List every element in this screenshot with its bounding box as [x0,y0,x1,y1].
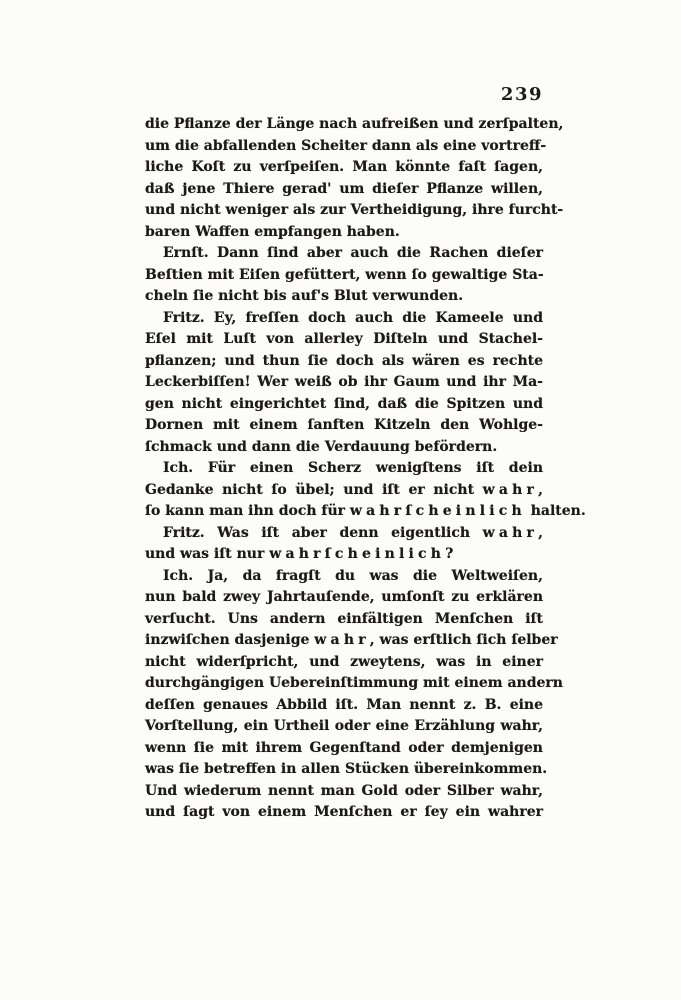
text-line [145,587,543,609]
text-segment: baren Waffen empfangen haben. [145,223,400,240]
text-segment: inzwiſchen dasjenige [145,632,315,648]
text-line [145,415,543,437]
text-segment: , [538,524,543,541]
text-segment: verſucht. Uns andern einfältigen Menſchen iſt [145,610,543,627]
text-segment: gen nicht eingerichtet ſind, daß die Spitzen und [145,395,543,412]
text-line [145,114,564,136]
letterspaced-emphasis-word: wahrſcheinlich [269,546,446,562]
text-line [145,222,543,244]
text-line [145,630,558,652]
text-line [145,286,543,308]
text-line [145,501,586,523]
text-line [145,437,543,459]
text-line [145,265,543,287]
text-segment: Eſel mit Luſt von allerley Diſteln und Stachel- [145,331,543,347]
text-segment: Vorſtellung, ein Urtheil oder eine Erzählung wahr, [145,718,543,734]
text-segment: die Pflanze der Länge nach aufreißen und zerſpalten, [145,116,564,132]
text-segment: daß jene Thiere gerad' um dieſer Pflanze willen, [145,180,543,197]
text-line [145,738,543,760]
text-line [145,566,543,588]
text-segment: und was iſt nur [145,546,270,562]
text-segment: um die abfallenden Scheiter dann als eine vortreff- [145,137,547,154]
text-segment: was ſie betreffen in allen Stücken übereinkommen. [145,761,548,777]
text-segment: ? [445,546,454,562]
text-segment: und nicht weniger als zur Vertheidigung, ihre furcht- [145,202,564,218]
text-segment: nun bald zwey Jahrtauſende, umſonſt zu erklären [145,589,543,605]
letterspaced-emphasis-word: wahrſcheinlich [349,503,526,519]
text-segment: Beſtien mit Eiſen gefüttert, wenn ſo gewaltige Sta- [145,266,544,283]
text-line [145,480,543,502]
letterspaced-emphasis-word: wahr [482,481,539,498]
text-line [145,308,543,330]
text-segment: Ich. Ja, da fragſt du was die Weltweiſen, [163,567,543,584]
text-line [145,523,543,545]
text-line [145,372,543,394]
text-segment: Ich. Für einen Scherz wenigſtens iſt dein [163,460,543,476]
text-line [145,394,543,416]
letterspaced-emphasis-word: wahr [482,524,539,541]
text-segment: Leckerbiſſen! Wer weiß ob ihr Gaum und ihr Ma- [145,374,543,390]
text-segment: Und wiederum nennt man Gold oder Silber wahr, [145,782,543,799]
page-number: 239 [500,84,543,105]
text-segment: und ſagt von einem Menſchen er ſey ein wahrer [145,804,543,820]
text-line [145,781,543,803]
text-segment: Fritz. Ey, freſſen doch auch die Kameele und [163,309,543,326]
text-segment: nicht widerſpricht, und zweytens, was in einer [145,653,543,670]
text-segment: ſo kann man ihn doch für [145,503,350,519]
text-segment: liche Koſt zu verſpeiſen. Man könnte faſt ſagen, [145,159,543,175]
text-segment: , was erſtlich ſich ſelber [369,632,558,648]
text-line [145,351,543,373]
text-segment: wenn ſie mit ihrem Gegenſtand oder demjenigen [145,739,543,756]
text-segment: halten. [525,503,586,519]
text-line [145,157,543,179]
text-line [145,716,543,738]
text-segment: ſchmack und dann die Verdauung befördern. [145,438,498,455]
text-segment: , [538,481,543,498]
text-line [145,200,564,222]
text-segment: durchgängigen Uebereinſtimmung mit einem andern [145,675,563,691]
letterspaced-emphasis-word: wahr [314,632,370,648]
text-segment: cheln ſie nicht bis auf's Blut verwunden. [145,288,464,304]
text-segment: Fritz. Was iſt aber denn eigentlich [163,524,483,541]
text-line [145,609,543,631]
text-block [145,114,586,824]
text-line [145,136,547,158]
text-line [145,544,543,566]
text-line [145,652,543,674]
text-segment: Gedanke nicht ſo übel; und iſt er nicht [145,481,483,498]
text-line [145,329,543,351]
text-line [145,673,563,695]
text-line [145,243,543,265]
text-segment: Dornen mit einem ſanften Kitzeln den Wohlge- [145,417,543,433]
text-line [145,695,543,717]
text-line [145,802,543,824]
text-line [145,179,543,201]
text-segment: deſſen genaues Abbild iſt. Man nennt z. B. eine [145,696,543,713]
text-segment: Ernſt. Dann ſind aber auch die Rachen dieſer [163,245,543,261]
text-line [145,458,543,480]
text-line [145,759,548,781]
text-segment: pflanzen; und thun ſie doch als wären es rechte [145,352,543,369]
